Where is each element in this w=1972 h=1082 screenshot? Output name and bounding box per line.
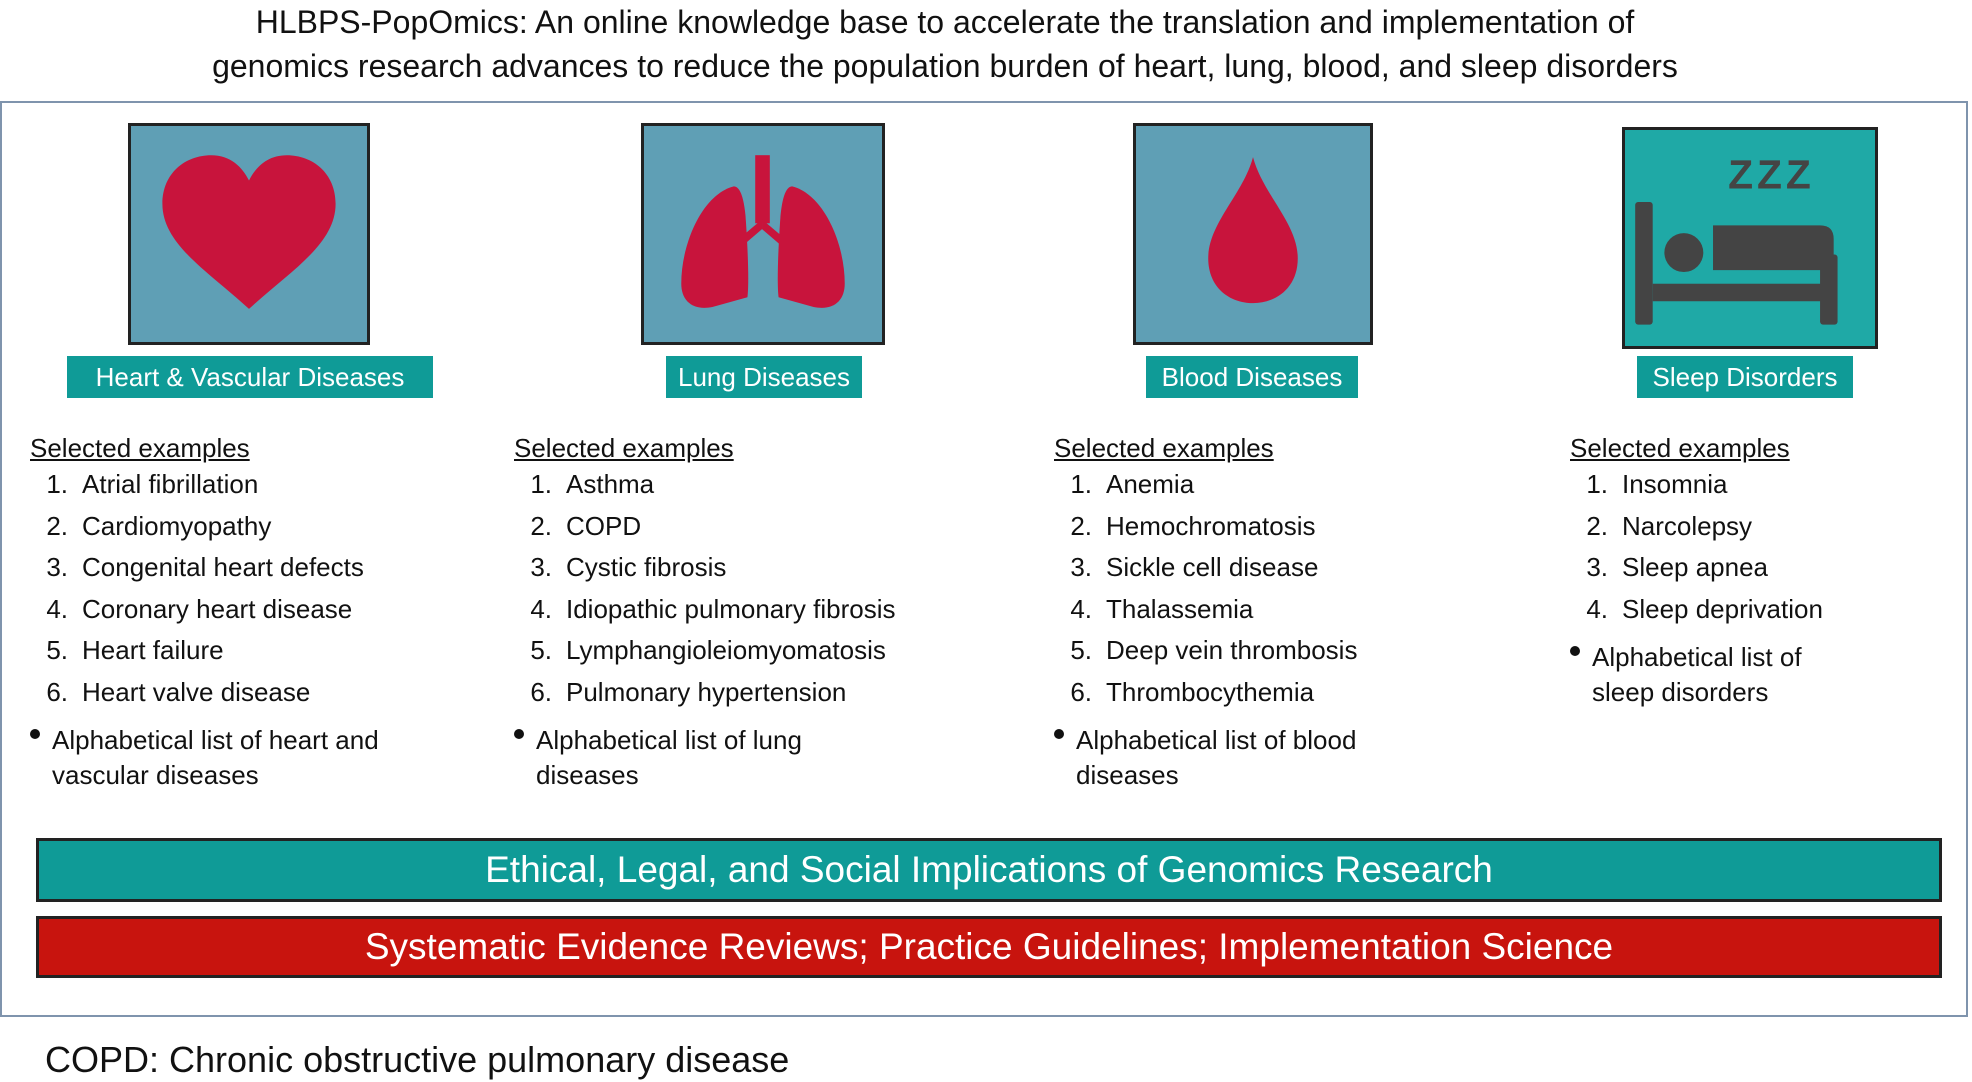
- zzz-text: ZZZ: [1728, 151, 1815, 198]
- lung-examples-list: [514, 466, 896, 715]
- list-item: 1. Asthma: [530, 469, 655, 499]
- blood-drop-icon: [1133, 123, 1373, 345]
- list-item: 1. Anemia: [1070, 469, 1195, 499]
- lungs-icon: [641, 123, 885, 345]
- list-item: 4. Sleep deprivation: [1586, 593, 1823, 624]
- list-item: 3. Sleep apnea: [1586, 552, 1769, 582]
- list-item: 6. Heart valve disease: [46, 676, 311, 707]
- list-item: 2. Hemochromatosis: [1070, 510, 1316, 541]
- list-item: 4. Thalassemia: [1070, 593, 1254, 624]
- heart-icon: [128, 123, 370, 345]
- sleep-alphabetical-list-link: Alphabetical list of sleep disorders: [1570, 640, 1823, 710]
- heart-alphabetical-list-link: Alphabetical list of heart and vascular diseases: [30, 723, 379, 793]
- list-item: 5. Lymphangioleiomyomatosis: [530, 635, 886, 665]
- bullet-icon: [1054, 729, 1064, 739]
- list-item: 3. Sickle cell disease: [1070, 552, 1319, 582]
- heart-vascular-label: Heart & Vascular Diseases: [67, 356, 433, 398]
- title-line-1: HLBPS-PopOmics: An online knowledge base to accelerate the translation and implementation of: [255, 4, 1635, 40]
- drop-shape: [1208, 157, 1298, 303]
- lung-alphabetical-list-link: Alphabetical list of lung diseases: [514, 723, 896, 793]
- list-item: 5. Deep vein thrombosis: [1070, 635, 1358, 665]
- sleeping-bed-icon: [1622, 127, 1878, 349]
- list-item: 6. Pulmonary hypertension: [530, 676, 847, 707]
- selected-examples-heading: Selected examples: [1570, 433, 1790, 463]
- list-item: 2. Cardiomyopathy: [46, 510, 272, 541]
- sleep-examples-column: [1570, 430, 1823, 710]
- list-item: 5. Heart failure: [46, 635, 224, 665]
- lung-diseases-label: Lung Diseases: [666, 356, 862, 398]
- lung-examples-column: [514, 430, 896, 793]
- list-item: 1. Atrial fibrillation: [46, 469, 259, 499]
- title-line-2: genomics research advances to reduce the population burden of heart, lung, blood, and sleep disorders: [212, 48, 1678, 84]
- blood-examples-column: [1054, 430, 1357, 793]
- bullet-icon: [30, 729, 40, 739]
- selected-examples-heading: Selected examples: [30, 433, 250, 463]
- selected-examples-heading: Selected examples: [1054, 433, 1274, 463]
- list-item: 4. Idiopathic pulmonary fibrosis: [530, 593, 896, 624]
- list-item: 2. Narcolepsy: [1586, 510, 1753, 541]
- list-item: 6. Thrombocythemia: [1070, 676, 1315, 707]
- list-item: 4. Coronary heart disease: [46, 593, 353, 624]
- heart-shape: [162, 155, 335, 309]
- page-title: [0, 0, 1890, 88]
- blood-diseases-label: Blood Diseases: [1146, 356, 1358, 398]
- selected-examples-heading: Selected examples: [514, 433, 734, 463]
- bullet-icon: [514, 729, 524, 739]
- blood-examples-list: [1054, 466, 1357, 715]
- heart-examples-column: [30, 430, 379, 793]
- list-item: 3. Cystic fibrosis: [530, 552, 727, 582]
- bullet-icon: [1570, 646, 1580, 656]
- sleep-examples-list: [1570, 466, 1823, 632]
- list-item: 1. Insomnia: [1586, 469, 1728, 499]
- evidence-reviews-band: Systematic Evidence Reviews; Practice Guidelines; Implementation Science: [36, 916, 1942, 978]
- heart-examples-list: [30, 466, 379, 715]
- blood-alphabetical-list-link: Alphabetical list of blood diseases: [1054, 723, 1357, 793]
- copd-footnote: COPD: Chronic obstructive pulmonary disease: [45, 1039, 790, 1080]
- list-item: 3. Congenital heart defects: [46, 552, 364, 582]
- elsi-band: Ethical, Legal, and Social Implications of Genomics Research: [36, 838, 1942, 902]
- sleep-disorders-label: Sleep Disorders: [1637, 356, 1853, 398]
- list-item: 2. COPD: [530, 510, 642, 541]
